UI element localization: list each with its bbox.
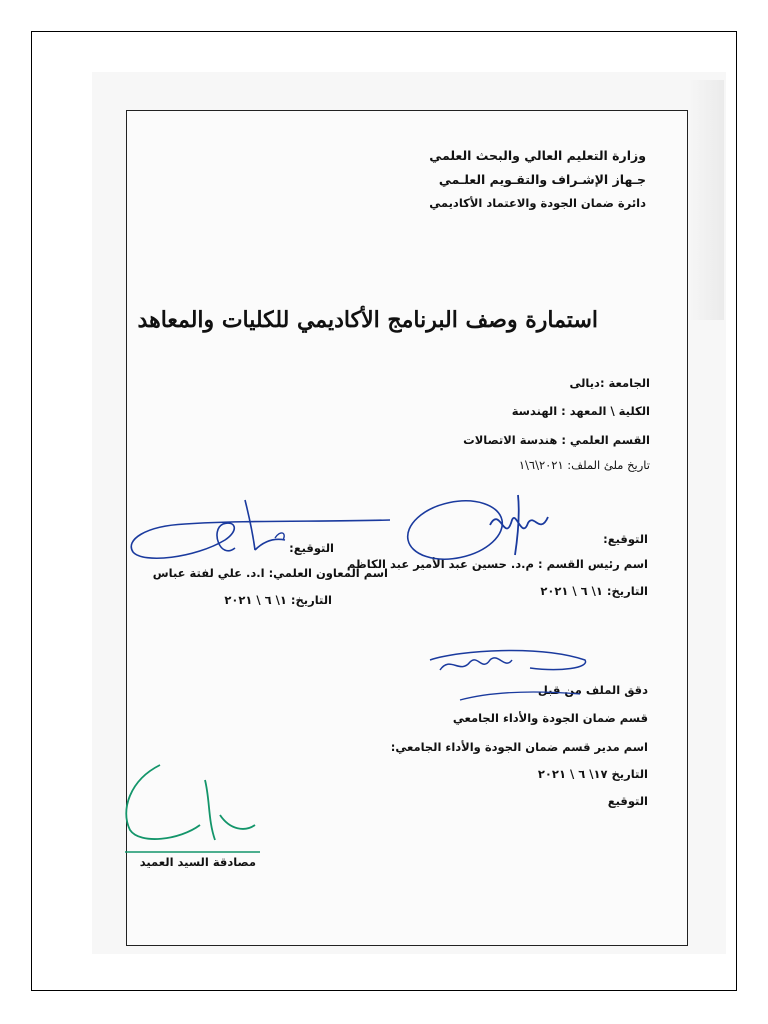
dean-approval: مصادقة السيد العميد: [139, 855, 256, 869]
apparatus-line: جـهاز الإشـراف والتقـويم العلـمي: [438, 172, 646, 187]
ministry-line: وزارة التعليم العالي والبحث العلمي: [429, 148, 646, 163]
file-date-field: تاريخ ملئ الملف: ٢٠٢١\٦\١: [518, 458, 650, 472]
hod-signature-image: [400, 485, 570, 565]
department-line: دائرة ضمان الجودة والاعتماد الأكاديمي: [429, 196, 646, 210]
assistant-name: اسم المعاون العلمي: ا.د. علي لفتة عباس: [152, 566, 388, 580]
hod-signature-label: التوقيع:: [603, 532, 648, 546]
assistant-signature-label: التوقيع:: [289, 541, 334, 555]
assistant-date: التاريخ: ١\ ٦ \ ٢٠٢١: [224, 593, 332, 607]
hod-name: اسم رئيس القسم : م.د. حسين عبد الأمير عبد الكاظم: [346, 557, 648, 571]
dean-signature-image: [120, 760, 270, 860]
qa-signature-image: [420, 630, 600, 710]
checked-by-label: دقق الملف من قبل: [537, 683, 648, 697]
hod-date: التاريخ: ١\ ٦ \ ٢٠٢١: [540, 584, 648, 598]
qa-section: قسم ضمان الجودة والأداء الجامعي: [452, 711, 648, 725]
college-field: الكلية \ المعهد : الهندسة: [511, 404, 650, 418]
scan-shadow: [690, 80, 724, 320]
qa-manager-name: اسم مدير قسم ضمان الجودة والأداء الجامعي:: [390, 740, 648, 754]
assistant-signature-image: [125, 490, 395, 570]
department-field: القسم العلمي : هندسة الاتصالات: [463, 433, 650, 447]
university-field: الجامعة :ديالى: [569, 376, 650, 390]
qa-signature-label: التوقيع: [607, 794, 648, 808]
page-title: استمارة وصف البرنامج الأكاديمي للكليات والمعاهد: [137, 307, 598, 333]
qa-date: التاريخ ١٧\ ٦ \ ٢٠٢١: [537, 767, 648, 781]
